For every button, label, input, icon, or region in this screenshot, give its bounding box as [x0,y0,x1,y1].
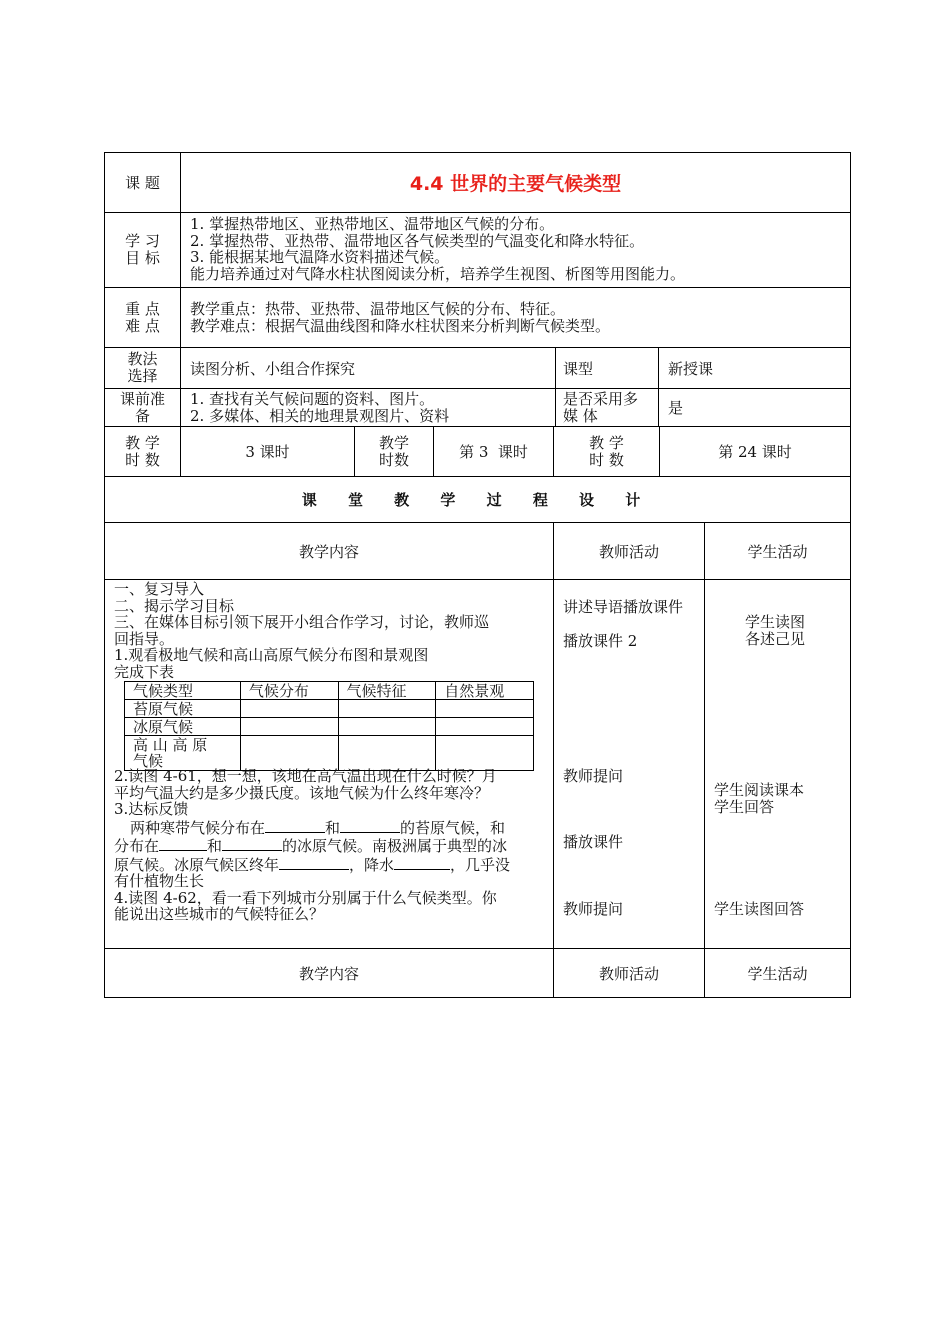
table-rule [704,522,705,998]
table-cell[interactable] [338,736,436,771]
hours3-label [554,427,659,476]
table-header-cell: 自然景观 [436,682,534,700]
table-rule [104,579,851,580]
hours2-label [355,427,433,476]
hours-label-line: 时 数 [125,450,160,469]
table-cell[interactable] [338,700,436,718]
table-header-cell: 气候特征 [338,682,436,700]
content-line: 三、在媒体目标引领下展开小组合作学习，讨论，教师巡 [114,613,490,631]
content-line: 有什植物生长 [114,872,205,890]
table-rule [104,287,851,288]
table-border-right [850,152,851,998]
student-activity [745,614,805,648]
content-line: 完成下表 [114,662,175,681]
teacher-activity: 讲述导语播放课件 [563,598,684,616]
type-value: 新授课 [668,359,714,378]
section-title: 课 堂 教 学 过 程 设 计 [301,491,654,509]
prep-item: 2. 多媒体、相关的地理景观图片、资料 [190,406,450,425]
fill-text: 两种寒带气候分布在 [130,818,266,837]
table-row [125,682,534,700]
hours3-label-line: 时 数 [589,450,624,469]
prep-label-line: 课前准 [119,389,165,408]
key-points [190,301,845,334]
column-header-student-repeat: 学生活动 [747,964,808,983]
teacher-activity: 教师提问 [563,767,624,785]
hours2-label-line: 教学 [378,433,409,452]
page-title: 4.4 世界的主要气候类型 [409,173,622,195]
fill-text: 和 [207,837,223,855]
hours-label [105,427,180,476]
content-line: 回指导。 [114,629,175,648]
prep-label-line: 备 [134,406,150,425]
method-label-line: 选择 [127,367,158,385]
goals-label [105,213,180,287]
fill-blank[interactable] [159,836,207,851]
content-line: 平均气温大约是多少摄氏度。该地气候为什么终年寒冷？ [114,783,490,802]
key-label-line: 重 点 [125,299,160,318]
media-value: 是 [668,399,684,417]
fill-blank[interactable] [279,855,349,870]
cell-line: 高 山 高 原 [133,736,208,754]
fill-line [114,818,550,837]
table-cell[interactable] [436,736,534,771]
table-border-bottom [104,997,851,998]
table-cell[interactable] [240,700,338,718]
content-line: 4.读图 4-62，看一看下列城市分别属于什么气候类型。你 [114,888,497,907]
content-line: 2.读图 4-61，想一想，该地在高气温出现在什么时候？月 [114,767,497,785]
fill-blank[interactable] [265,818,325,833]
content-line: 能说出这些城市的气候特征么？ [114,905,325,923]
table-row [125,736,534,771]
table-rule [553,522,554,998]
content-line: 一、复习导入 [114,580,205,598]
student-line: 学生回答 [714,798,775,816]
column-header-teacher: 教师活动 [598,542,659,561]
media-label-line: 媒 体 [563,407,598,425]
table-rule [555,347,556,427]
student-line: 学生读图 [745,613,806,631]
student-line: 学生阅读课本 [714,781,805,799]
table-cell[interactable] [240,718,338,736]
key-point-item: 教学重点：热带、亚热带、温带地区气候的分布、特征。 [190,300,566,318]
fill-line [114,836,550,855]
key-point-item: 教学难点：根据气温曲线图和降水柱状图来分析判断气候类型。 [190,316,611,335]
table-header-cell: 气候类型 [125,682,241,700]
table-cell: 苔原气候 [125,700,241,718]
fill-blank[interactable] [340,818,400,833]
column-header-student: 学生活动 [747,542,808,561]
content-line: 二、揭示学习目标 [114,596,235,615]
fill-text: 的苔原气候，和 [400,818,506,837]
table-cell[interactable] [338,718,436,736]
goal-item: 1. 掌握热带地区、亚热带地区、温带地区气候的分布。 [190,215,555,233]
student-activity [714,782,804,816]
fill-line [114,855,550,874]
prep-label [105,389,180,426]
prep-item: 1. 查找有关气候问题的资料、图片。 [190,390,435,408]
method-value: 读图分析、小组合作探究 [190,359,356,378]
fill-blank[interactable] [394,855,450,870]
hours-value: 3 课时 [245,443,290,461]
content-questions [114,768,550,923]
goal-item: 3. 能根据某地气温降水资料描述气候。 [190,248,450,266]
fill-text: ，几乎没 [450,855,511,874]
goals-label-line: 目 标 [125,249,160,267]
hours2-value: 第 3 课时 [459,443,528,461]
topic-label: 课 题 [125,174,160,192]
hours3-label-line: 教 学 [589,433,624,452]
goals-list [190,216,845,282]
key-label-line: 难 点 [125,316,160,335]
content-intro [114,581,550,680]
fill-blank[interactable] [222,836,282,851]
table-cell[interactable] [240,736,338,771]
table-cell: 冰原气候 [125,718,241,736]
goal-item: 能力培养通过对气降水柱状图阅读分析，培养学生视图、析图等用图能力。 [190,264,686,283]
table-row [125,718,534,736]
fill-text: 和 [325,818,341,837]
column-header-teacher-repeat: 教师活动 [598,964,659,983]
goals-label-line: 学 习 [125,232,160,250]
media-label-line: 是否采用多 [563,390,639,408]
hours2-label-line: 时数 [378,450,409,469]
table-cell[interactable] [436,718,534,736]
climate-table [124,681,534,771]
table-rule [104,212,851,213]
table-cell[interactable] [436,700,534,718]
hours3-value: 第 24 课时 [718,443,792,461]
fill-text: 的冰原气候。南极洲属于典型的冰 [282,837,508,855]
fill-text: ，降水 [349,855,395,874]
prep-list [190,391,550,424]
table-rule [658,347,659,427]
method-label-line: 教法 [127,350,158,368]
teacher-activity: 播放课件 [563,833,624,851]
media-label [563,391,658,425]
key-points-label [105,288,180,347]
type-label: 课型 [563,359,594,378]
column-header-content: 教学内容 [298,542,359,561]
table-cell [125,736,241,771]
teacher-activity: 教师提问 [563,900,624,918]
student-activity: 学生读图回答 [714,900,805,918]
content-line: 1.观看极地气候和高山高原气候分布图和景观图 [114,646,429,664]
column-header-content-repeat: 教学内容 [298,964,359,983]
student-line: 各述己见 [745,630,806,648]
cell-line: 气候 [133,752,164,770]
method-label [105,348,180,388]
content-line: 3.达标反馈 [114,800,189,818]
goal-item: 2. 掌握热带、亚热带、温带地区各气候类型的气温变化和降水特征。 [190,231,645,250]
table-header-cell: 气候分布 [240,682,338,700]
hours-label-line: 教 学 [125,433,160,452]
fill-text: 原气候。冰原气候区终年 [114,855,280,874]
table-row [125,700,534,718]
teacher-activity: 播放课件 2 [563,632,638,650]
fill-text: 分布在 [114,837,160,855]
